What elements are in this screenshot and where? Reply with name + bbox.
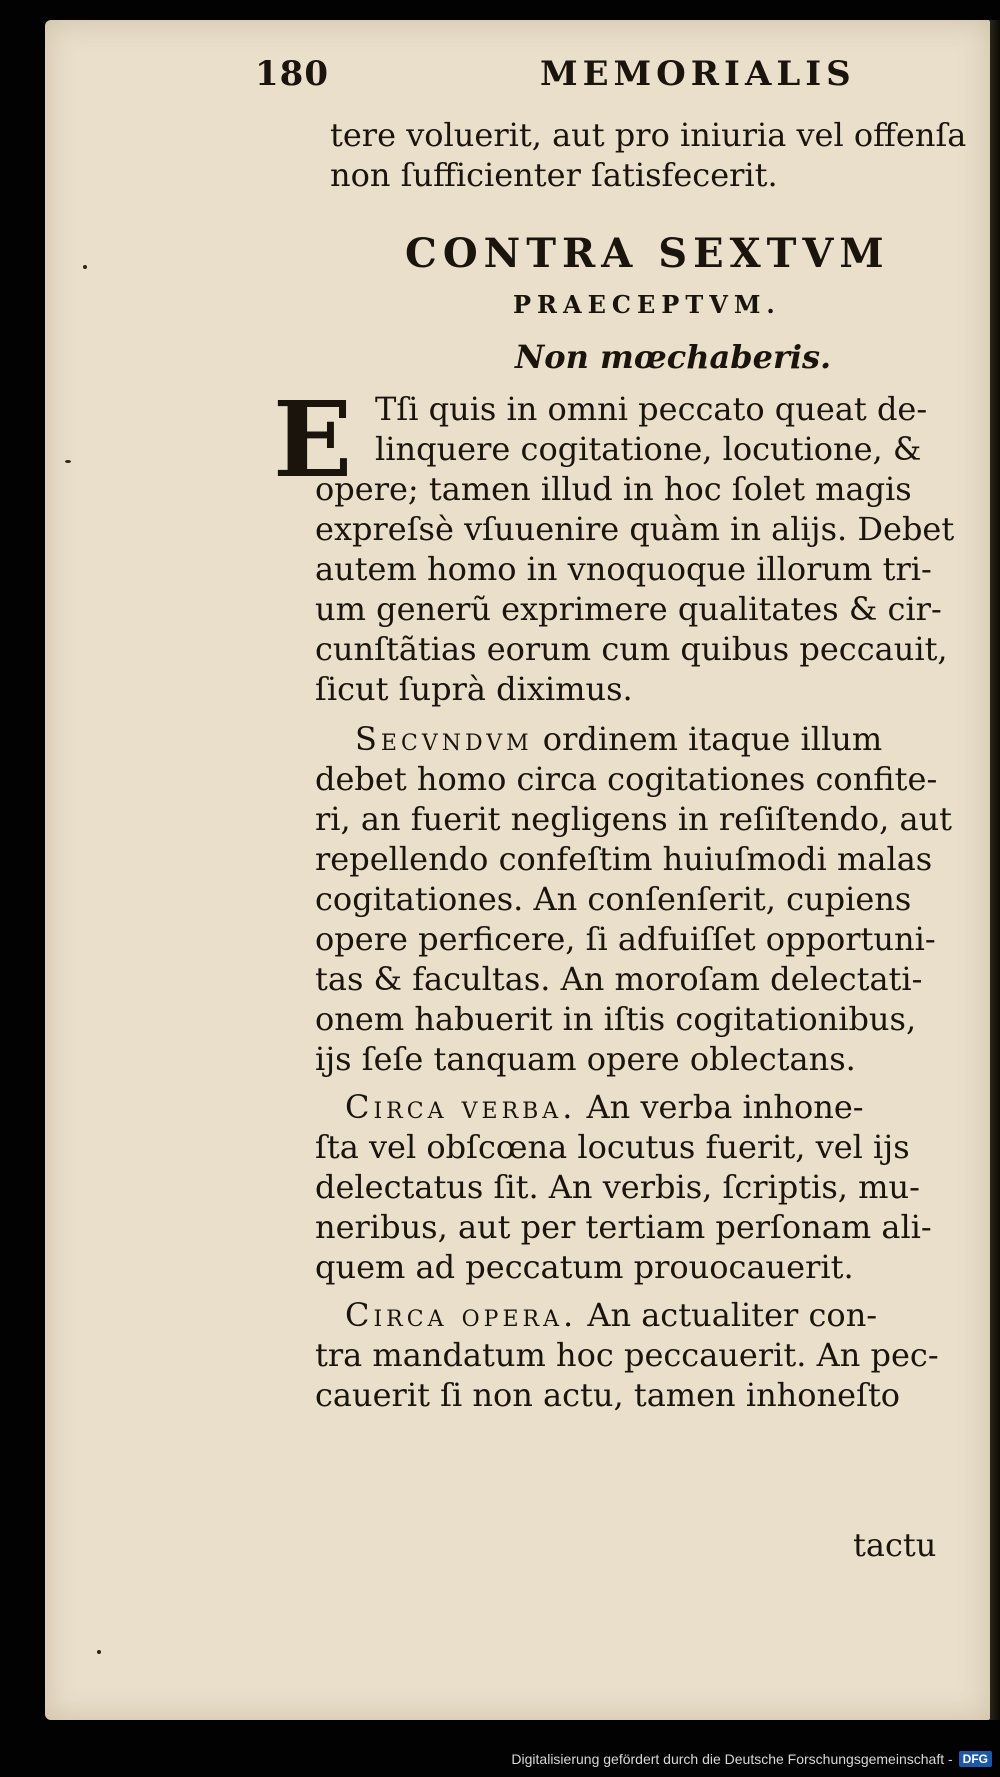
- para1-line-4: expreſsè vſuuenire quàm in alijs. Debet: [315, 510, 955, 548]
- para2-line-4: repellendo confeſtim huiuſmodi malas: [315, 840, 933, 878]
- digitization-footer: [511, 1751, 992, 1767]
- para2-line-1-text: ordinem itaque illum: [532, 720, 883, 758]
- para1-line-5: autem homo in vnoquoque illorum tri-: [315, 550, 932, 588]
- book-page: [45, 20, 990, 1720]
- carry-line-2: non ſufficienter ſatisfecerit.: [330, 156, 778, 194]
- para4-line-3: cauerit ſi non actu, tamen inhoneſto: [315, 1376, 901, 1414]
- para3-lead: Circa verba.: [345, 1088, 577, 1126]
- section-heading: CONTRA SEXTVM: [405, 230, 890, 277]
- para3-line-2: ſta vel obſcœna locutus fuerit, vel ijs: [315, 1128, 910, 1166]
- para3-line-5: quem ad peccatum prouocauerit.: [315, 1248, 854, 1286]
- para2-line-5: cogitationes. An conſenſerit, cupiens: [315, 880, 912, 918]
- paper-speck: [97, 1650, 101, 1654]
- para4-line-1: [345, 1296, 877, 1334]
- para2-line-2: debet homo circa cogitationes confite-: [315, 760, 938, 798]
- drop-cap: E: [273, 378, 353, 501]
- para1-line-2: linquere cogitatione, locutione, &: [375, 430, 922, 468]
- para4-line-2: tra mandatum hoc peccauerit. An pec-: [315, 1336, 939, 1374]
- running-title: MEMORIALIS: [540, 54, 856, 94]
- section-subheading: PRAECEPTVM.: [513, 290, 781, 319]
- para2-line-1: [355, 720, 882, 758]
- page-edge: [990, 20, 1000, 1720]
- para2-line-7: tas & facultas. An moroſam delectati-: [315, 960, 923, 998]
- para1-line-6: um generũ exprimere qualitates & cir-: [315, 590, 942, 628]
- page-header: [255, 54, 856, 102]
- paper-speck: [65, 460, 71, 463]
- footer-credit: Digitalisierung gefördert durch die Deutsche Forschungsgemeinschaft -: [511, 1751, 953, 1767]
- para2-line-8: onem habuerit in iſtis cogitationibus,: [315, 1000, 917, 1038]
- para1-line-8: ſicut ſuprà diximus.: [315, 670, 633, 708]
- paper-speck: [83, 265, 87, 269]
- para2-line-6: opere perficere, ſi adfuiſſet opportuni-: [315, 920, 936, 958]
- para4-line-1-text: An actualiter con-: [577, 1296, 878, 1334]
- para3-line-1: [345, 1088, 864, 1126]
- para2-line-9: ijs ſeſe tanquam opere oblectans.: [315, 1040, 856, 1078]
- para3-line-1-text: An verba inhone-: [576, 1088, 864, 1126]
- para4-lead: Circa opera.: [345, 1296, 578, 1334]
- page-number: 180: [255, 54, 329, 94]
- dfg-logo: DFG: [959, 1751, 992, 1767]
- para3-line-4: neribus, aut per tertiam perſonam ali-: [315, 1208, 932, 1246]
- carry-line-1: tere voluerit, aut pro iniuria vel offenſa: [330, 116, 967, 154]
- para1-line-7: cunſtãtias eorum cum quibus peccauit,: [315, 630, 948, 668]
- para2-lead: Secvndvm: [355, 720, 533, 758]
- page-text: [45, 20, 990, 1720]
- commandment-title: Non mœchaberis.: [515, 338, 832, 376]
- catchword: tactu: [853, 1526, 937, 1564]
- para1-line-3: opere; tamen illud in hoc ſolet magis: [315, 470, 912, 508]
- para1-line-1: Tſi quis in omni peccato queat de-: [375, 390, 928, 428]
- para3-line-3: delectatus ſit. An verbis, ſcriptis, mu-: [315, 1168, 920, 1206]
- para2-line-3: ri, an fuerit negligens in reſiſtendo, aut: [315, 800, 953, 838]
